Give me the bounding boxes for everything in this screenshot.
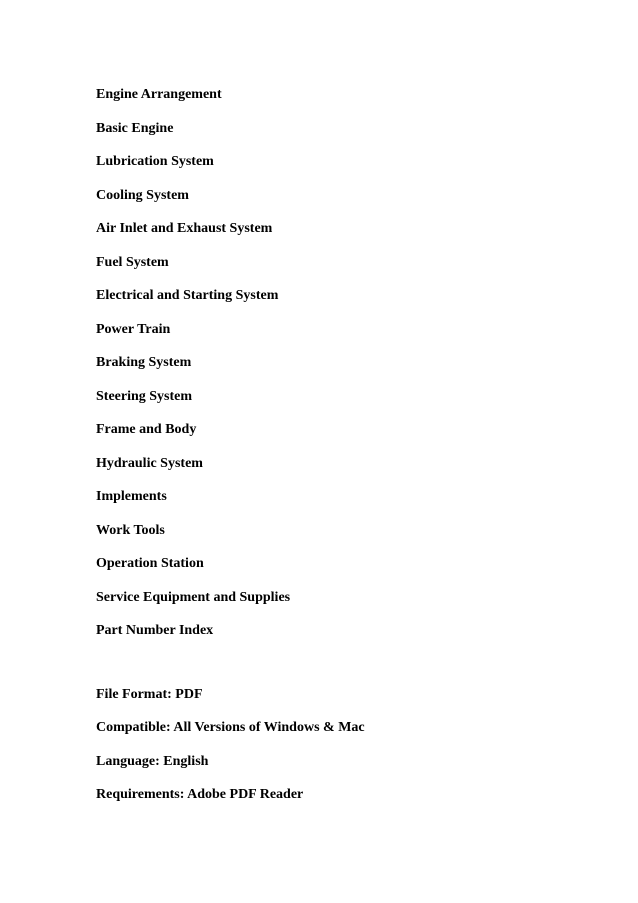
section-part-number-index: Part Number Index	[96, 623, 214, 638]
requirements: Requirements: Adobe PDF Reader	[96, 787, 304, 802]
section-lubrication-system: Lubrication System	[96, 154, 214, 169]
section-service-equipment: Service Equipment and Supplies	[96, 589, 291, 605]
section-implements: Implements	[96, 489, 167, 504]
section-engine-arrangement: Engine Arrangement	[96, 87, 222, 102]
section-fuel-system: Fuel System	[96, 254, 169, 270]
section-cooling-system: Cooling System	[96, 187, 189, 203]
language: Language: English	[96, 753, 209, 769]
section-braking-system: Braking System	[96, 355, 192, 370]
section-spacer	[96, 656, 596, 686]
section-operation-station: Operation Station	[96, 556, 204, 571]
document-content	[96, 86, 596, 820]
section-steering-system: Steering System	[96, 388, 193, 404]
section-air-inlet-exhaust: Air Inlet and Exhaust System	[96, 221, 273, 236]
section-electrical-starting: Electrical and Starting System	[96, 288, 279, 303]
section-hydraulic-system: Hydraulic System	[96, 455, 203, 471]
file-format: File Format: PDF	[96, 686, 203, 702]
section-frame-and-body: Frame and Body	[96, 422, 197, 437]
section-power-train: Power Train	[96, 321, 171, 337]
section-basic-engine: Basic Engine	[96, 120, 174, 136]
compatibility: Compatible: All Versions of Windows & Mac	[96, 720, 365, 735]
section-work-tools: Work Tools	[96, 522, 165, 538]
